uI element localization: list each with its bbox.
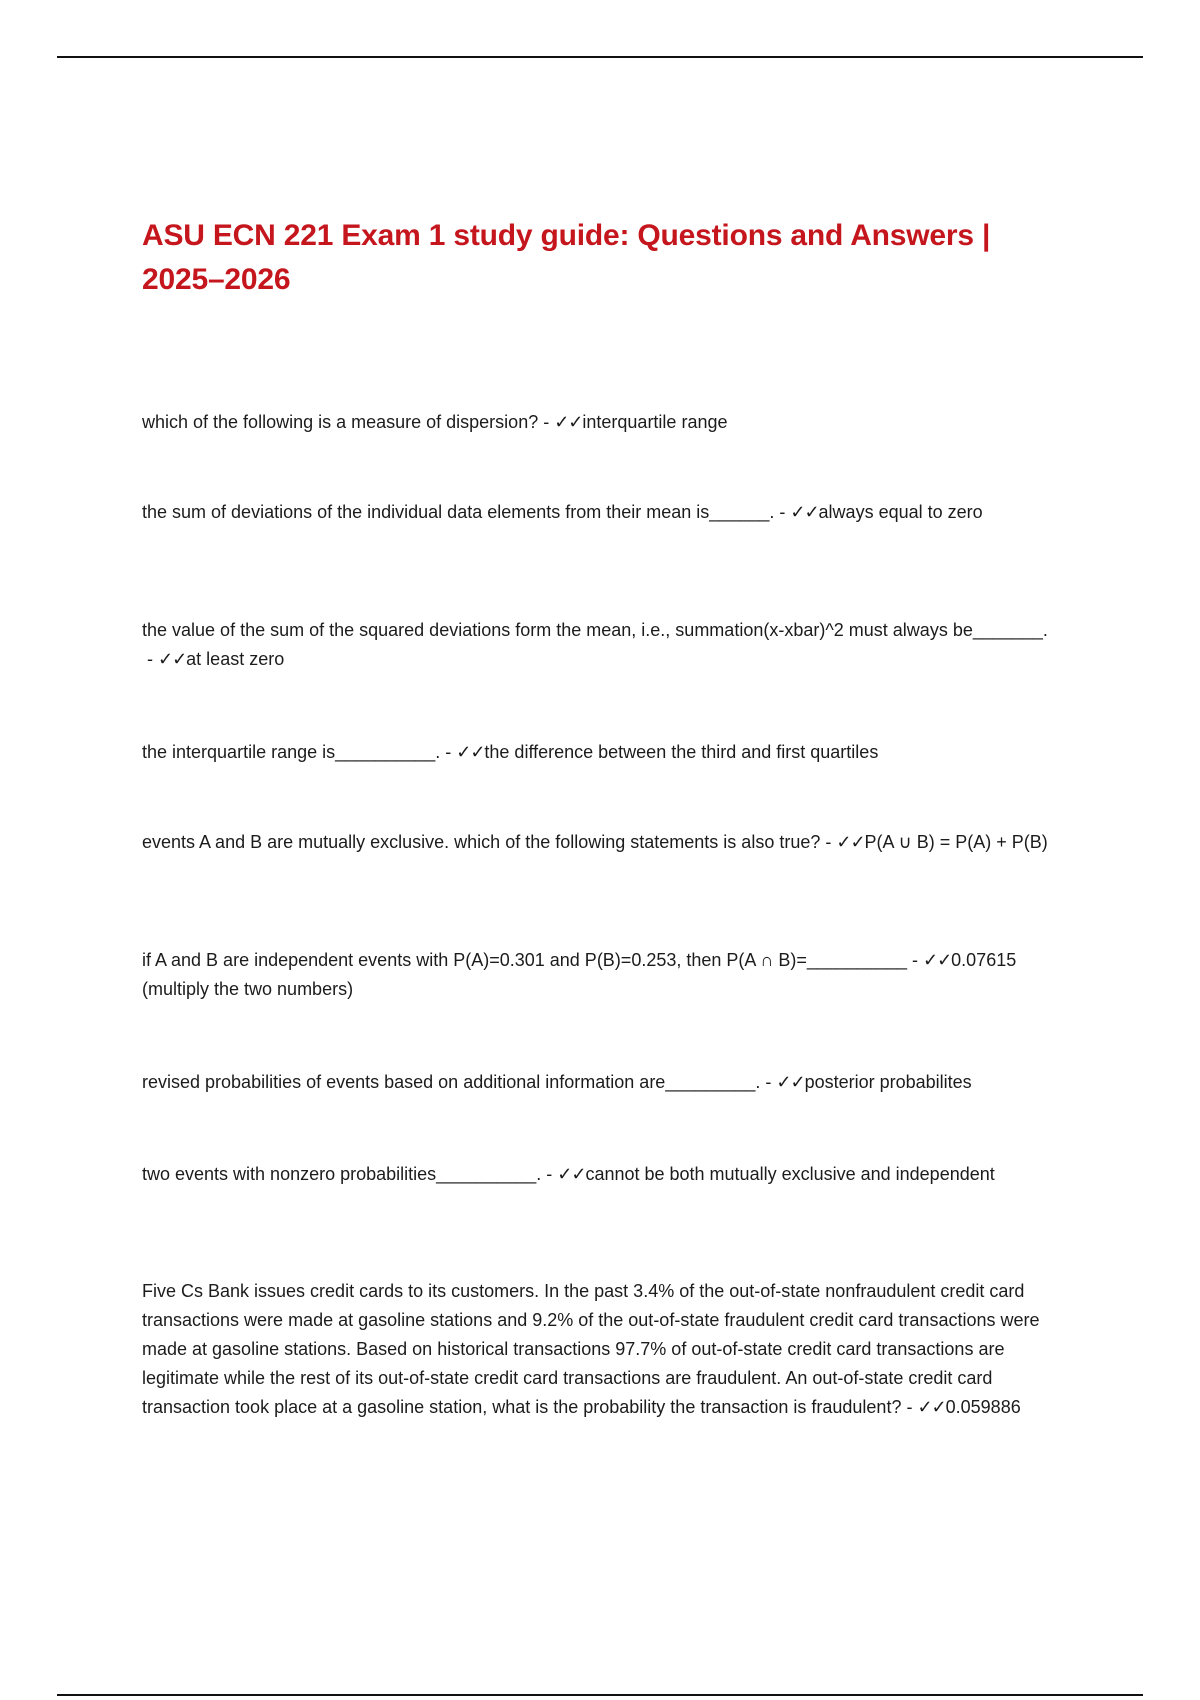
qa-item-4 <box>142 738 1077 767</box>
answer-text: P(A ∪ B) = P(A) + P(B) <box>864 832 1048 852</box>
answer-text: interquartile range <box>582 412 728 432</box>
qa-item-9 <box>142 1277 1077 1422</box>
separator: - <box>820 832 837 852</box>
question-text: revised probabilities of events based on additional information are_________. <box>142 1072 761 1092</box>
double-check-icon: ✓✓ <box>922 950 952 970</box>
double-check-icon: ✓✓ <box>554 412 583 432</box>
question-text: Five Cs Bank issues credit cards to its customers. In the past 3.4% of the out-of-state nonfraudulent credit card transactions were made at gasoline stations and 9.2% of the out-of-state fraudulent credit card transactions were made at gasoline stations. Based on historical transactions 97.7% of out-of-state credit card transactions are legitimate while the rest of its out-of-state credit card transactions are fraudulent. An out-of-state credit card transaction took place at a gasoline station, what is the probability the transaction is fraudulent? <box>142 1281 1040 1417</box>
answer-text: always equal to zero <box>818 502 983 522</box>
question-text: the interquartile range is__________. <box>142 742 441 762</box>
answer-text: at least zero <box>186 649 285 669</box>
double-check-icon: ✓✓ <box>917 1397 946 1417</box>
qa-item-6 <box>142 946 1077 1004</box>
question-text: the value of the sum of the squared deviations form the mean, i.e., summation(x-xbar)^2 must always be_______. <box>142 620 1048 640</box>
double-check-icon: ✓✓ <box>790 502 819 522</box>
qa-item-3 <box>142 616 1077 674</box>
qa-item-5 <box>142 828 1077 857</box>
separator: - <box>440 742 457 762</box>
question-text: which of the following is a measure of dispersion? <box>142 412 539 432</box>
qa-item-2 <box>142 498 1077 527</box>
answer-text: 0.07615 (multiply the two numbers) <box>142 950 1017 999</box>
separator: - <box>541 1164 558 1184</box>
separator: - <box>774 502 791 522</box>
double-check-icon: ✓✓ <box>557 1164 586 1184</box>
answer-text: 0.059886 <box>945 1397 1021 1417</box>
answer-text: cannot be both mutually exclusive and independent <box>585 1164 995 1184</box>
answer-text: the difference between the third and first quartiles <box>484 742 879 762</box>
qa-item-7 <box>142 1068 1077 1097</box>
top-rule <box>57 56 1143 58</box>
separator: - <box>760 1072 777 1092</box>
question-text: events A and B are mutually exclusive. which of the following statements is also true? <box>142 832 821 852</box>
double-check-icon: ✓✓ <box>456 742 485 762</box>
question-text: two events with nonzero probabilities__________. <box>142 1164 542 1184</box>
separator: - <box>538 412 555 432</box>
separator: - <box>901 1397 918 1417</box>
bottom-rule <box>57 1694 1143 1696</box>
double-check-icon: ✓✓ <box>836 832 865 852</box>
separator: - <box>142 649 158 669</box>
document-title: ASU ECN 221 Exam 1 study guide: Questions and Answers | 2025–2026 <box>142 219 991 296</box>
double-check-icon: ✓✓ <box>776 1072 805 1092</box>
question-text: the sum of deviations of the individual data elements from their mean is______. <box>142 502 775 522</box>
qa-item-1 <box>142 408 1077 437</box>
double-check-icon: ✓✓ <box>158 649 187 669</box>
qa-item-8 <box>142 1160 1077 1189</box>
question-text: if A and B are independent events with P(A)=0.301 and P(B)=0.253, then P(A ∩ B)=__________ <box>142 950 907 970</box>
separator: - <box>906 950 923 970</box>
answer-text: posterior probabilites <box>804 1072 972 1092</box>
